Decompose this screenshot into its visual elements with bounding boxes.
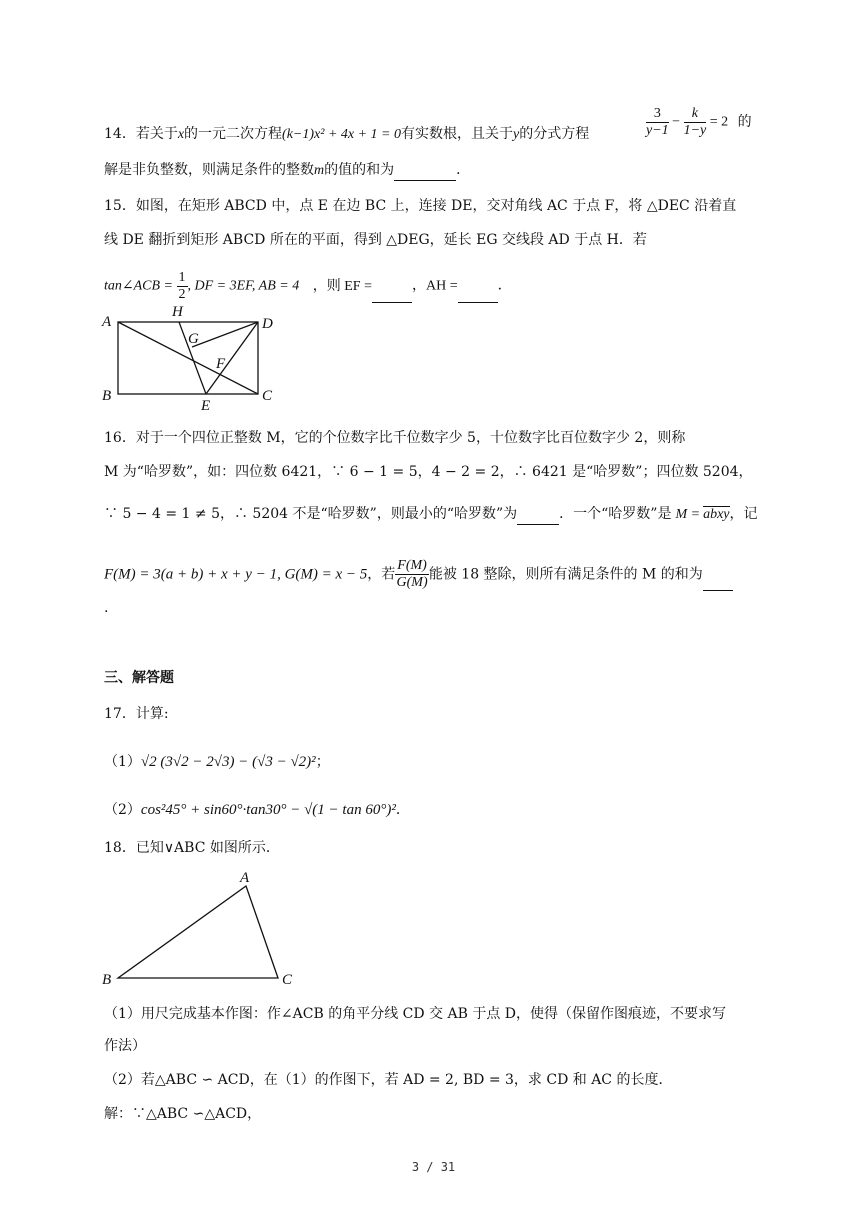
q15-ah-blank[interactable] xyxy=(458,286,498,303)
q18-triangle-figure xyxy=(100,866,300,988)
q18-part1-cont: 作法） xyxy=(104,1038,146,1054)
label-e: E xyxy=(201,398,211,414)
q15-ef-blank[interactable] xyxy=(372,286,412,303)
q18-part2: （2）若△ABC ∽ ACD，在（1）的作图下，若 AD = 2, BD = 3，求 CD 和 AC 的长度． xyxy=(104,1072,673,1088)
q15-line1: 15．如图，在矩形 ABCD 中，点 E 在边 BC 上，连接 DE，交对角线 AC 于点 F，将 △DEC 沿着直 xyxy=(104,198,737,214)
q18-title: 18．已知∨ABC 如图所示． xyxy=(104,840,280,856)
q14-quadratic: (k−1)x² + 4x + 1 = 0 xyxy=(282,127,401,142)
q16-line1: 16．对于一个四位正整数 M，它的个位数字比千位数字少 5，十位数字比百位数字少 2，则称 xyxy=(104,430,686,446)
q16-min-blank[interactable] xyxy=(517,508,559,525)
q16-line2: M 为“哈罗数”，如：四位数 6421，∵ 6 − 1 = 5，4 − 2 = 2，∴ 6421 是“哈罗数”；四位数 5204， xyxy=(104,464,753,480)
label-b: B xyxy=(102,972,112,988)
q15-line2: 线 DE 翻折到矩形 ABCD 所在的平面，得到 △DEG，延长 EG 交线段 AD 于点 H．若 xyxy=(104,232,647,248)
page-number: 3 / 31 xyxy=(411,1160,456,1174)
label-h: H xyxy=(172,304,183,320)
label-a: A xyxy=(102,314,112,330)
triangle-abc xyxy=(118,886,278,978)
label-a: A xyxy=(240,870,250,886)
label-d: D xyxy=(262,316,273,332)
q18-part1: （1）用尺完成基本作图：作∠ACB 的角平分线 CD 交 AB 于点 D，使得（保留作图痕迹，不要求写 xyxy=(104,1006,727,1022)
q14-answer-blank[interactable] xyxy=(394,164,456,181)
q14-line2: 解是非负整数，则满足条件的整数m的值的和为 ． xyxy=(104,160,470,181)
segment-de xyxy=(206,322,258,394)
q16-sum-blank[interactable] xyxy=(703,574,733,591)
label-g: G xyxy=(188,331,199,347)
q15-rectangle-figure xyxy=(100,302,290,414)
label-c: C xyxy=(282,972,293,988)
label-c: C xyxy=(262,388,273,404)
q15-condition: tan∠ACB = $\frac{1}{2}$ , DF = 3EF, AB = 4 ，则 EF = ，AH = ． xyxy=(104,270,512,302)
q16-line3: ∵ 5 − 4 = 1 ≠ 5，∴ 5204 不是“哈罗数”，则最小的“哈罗数”为 ．一个“哈罗数”是 M = abxy，记 xyxy=(104,504,758,525)
label-b: B xyxy=(102,388,112,404)
q17-part1: （1）√2 (3√2 − 2√3) − (√3 − √2)²； xyxy=(104,754,330,770)
q16-line5: . xyxy=(104,600,109,616)
q16-line4: F(M) = 3(a + b) + x + y − 1, G(M) = x − 5，若 $\frac{F(M)}{G(M)}$ 能被 18 整除，则所有满足条件的 M 的和为 xyxy=(104,558,733,591)
q18-solution: 解：∵△ABC ∽△ACD， xyxy=(104,1106,262,1122)
q17-title: 17．计算: xyxy=(104,706,169,722)
segment-dg xyxy=(192,322,258,347)
q14-fraction-equation: $\frac{3}{y-1}$ − $\frac{k}{1-y}$ = 2 的 xyxy=(646,106,752,138)
q14-line1: 14．若关于x的一元二次方程(k−1)x² + 4x + 1 = 0有实数根，且关于y的分式方程 xyxy=(104,126,590,142)
label-f: F xyxy=(216,356,226,372)
section-heading: 三、解答题 xyxy=(104,670,174,686)
q17-part2: （2）cos²45° + sin60°·tan30° − √(1 − tan 60°)²． xyxy=(104,802,410,818)
